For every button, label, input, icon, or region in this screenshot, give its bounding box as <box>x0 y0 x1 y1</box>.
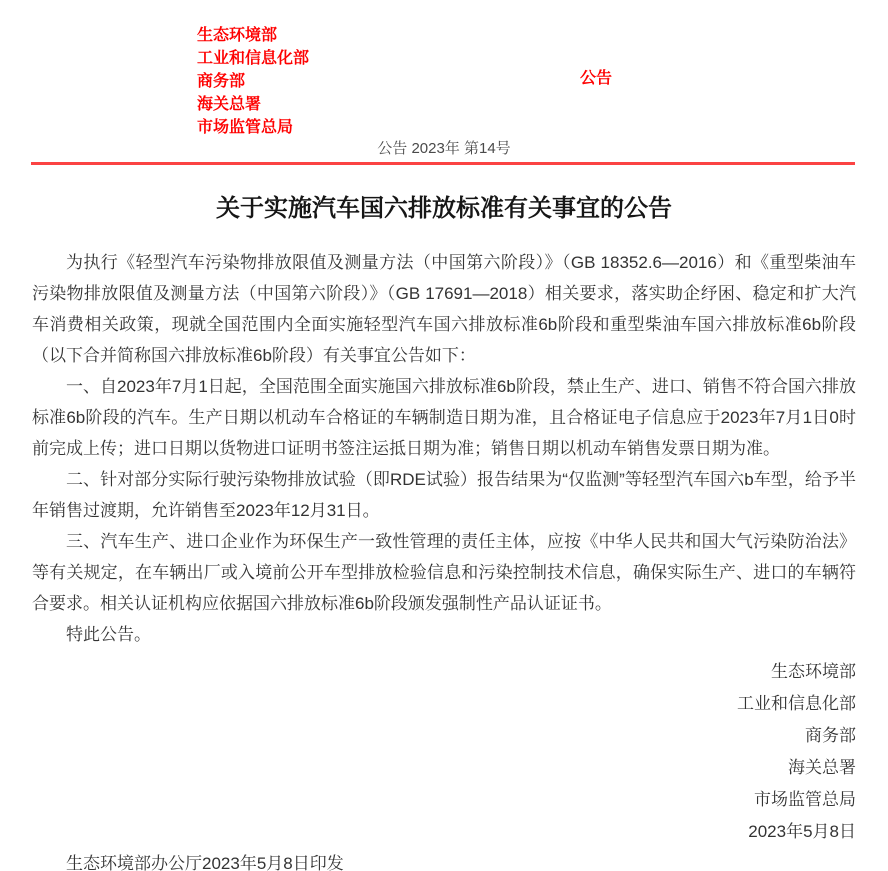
closing-line: 特此公告。 <box>66 625 151 644</box>
signatory: 商务部 <box>805 726 856 745</box>
signatory: 海关总署 <box>788 758 856 777</box>
red-divider <box>31 162 855 165</box>
doc-number: 公告 2023年 第14号 <box>377 140 511 157</box>
print-note: 生态环境部办公厅2023年5月8日印发 <box>66 854 344 871</box>
paragraph-item-2: 二、针对部分实际行驶污染物排放试验（即RDE试验）报告结果为“仅监测”等轻型汽车国六b车型，给予半年销售过渡期，允许销售至2023年12月31日。 <box>32 470 856 520</box>
announcement-label: 公告 <box>580 70 613 87</box>
agency-name: 工业和信息化部 <box>197 50 310 67</box>
document-body <box>32 247 856 871</box>
agency-name: 市场监管总局 <box>197 119 294 136</box>
agency-name: 商务部 <box>197 73 246 90</box>
signatory: 工业和信息化部 <box>737 694 856 713</box>
paragraph-item-3: 三、汽车生产、进口企业作为环保生产一致性管理的责任主体，应按《中华人民共和国大气污染防治法》等有关规定，在车辆出厂或入境前公开车型排放检验信息和污染控制技术信息，确保实际生产、进口的车辆符合要求。相关认证机构应依据国六排放标准6b阶段颁发强制性产品认证证书。 <box>32 532 856 613</box>
paragraph-item-1: 一、自2023年7月1日起，全国范围全面实施国六排放标准6b阶段，禁止生产、进口、销售不符合国六排放标准6b阶段的汽车。生产日期以机动车合格证的车辆制造日期为准，且合格证电子信息应于2023年7月1日0时前完成上传；进口日期以货物进口证明书签注运抵日期为准；销售日期以机动车销售发票日期为准。 <box>32 377 856 458</box>
issuing-agencies <box>197 24 309 139</box>
signature-block <box>32 656 856 848</box>
signatory: 市场监管总局 <box>754 790 856 809</box>
paragraph-intro: 为执行《轻型汽车污染物排放限值及测量方法（中国第六阶段）》（GB 18352.6—2016）和《重型柴油车污染物排放限值及测量方法（中国第六阶段）》（GB 17691—2018）相关要求，落实助企纾困、稳定和扩大汽车消费相关政策，现就全国范围内全面实施轻型汽车国六排放标准6b阶段和重型柴油车国六排放标准6b阶段（以下合并简称国六排放标准6b阶段）有关事宜公告如下： <box>32 253 856 365</box>
agency-name: 生态环境部 <box>197 27 278 44</box>
document-title: 关于实施汽车国六排放标准有关事宜的公告 <box>216 195 672 222</box>
signatory: 生态环境部 <box>771 662 856 681</box>
signature-date: 2023年5月8日 <box>748 822 856 841</box>
agency-name: 海关总署 <box>197 96 262 113</box>
